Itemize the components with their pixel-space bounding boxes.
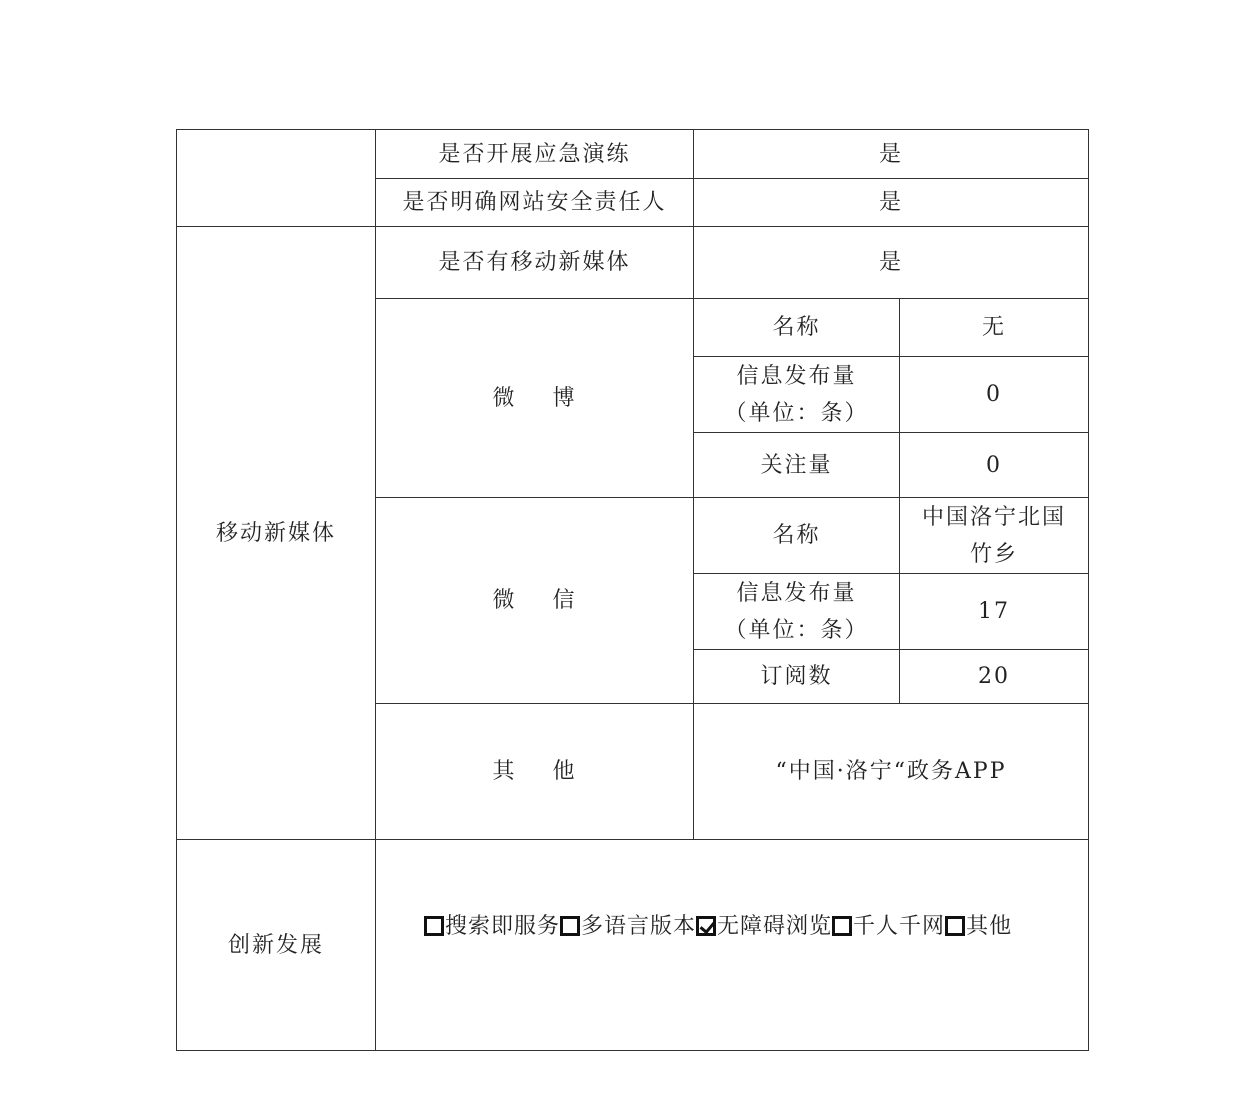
other-value: “中国·洛宁“政务APP: [694, 704, 1089, 840]
option-search-as-service[interactable]: [424, 914, 560, 939]
option-label: 多语言版本: [581, 914, 697, 939]
has-media-label: 是否有移动新媒体: [376, 227, 694, 299]
empty-section-cell: [177, 130, 376, 227]
other-label: [376, 704, 694, 840]
security-officer-label: 是否明确网站安全责任人: [376, 179, 694, 227]
wechat-name-value-line2: 竹乡: [970, 541, 1019, 567]
weibo-followers-value: 0: [900, 433, 1089, 498]
option-label: 其他: [966, 914, 1013, 939]
wechat-name-label: 名称: [694, 498, 900, 574]
wechat-label-char1: 微: [492, 588, 517, 613]
checkbox-icon[interactable]: [560, 916, 580, 936]
wechat-name-value: [900, 498, 1089, 574]
has-media-value: 是: [694, 227, 1089, 299]
table-row: [177, 227, 1089, 299]
option-personalized[interactable]: [832, 914, 945, 939]
weibo-name-label: 名称: [694, 299, 900, 357]
wechat-label: [376, 498, 694, 704]
checked-checkbox-icon[interactable]: [696, 916, 716, 936]
option-label: 千人千网: [853, 914, 946, 939]
drill-label: 是否开展应急演练: [376, 130, 694, 179]
weibo-label: [376, 299, 694, 498]
innovation-options: [376, 840, 1089, 1051]
mobile-media-section-label: 移动新媒体: [177, 227, 376, 840]
wechat-subs-label: 订阅数: [694, 650, 900, 704]
option-label: 搜索即服务: [445, 914, 561, 939]
weibo-followers-label: 关注量: [694, 433, 900, 498]
weibo-posts-label-line1: 信息发布量: [736, 363, 857, 389]
drill-value: 是: [694, 130, 1089, 179]
weibo-posts-label: [694, 357, 900, 433]
other-label-char2: 他: [552, 759, 577, 784]
weibo-name-value: 无: [900, 299, 1089, 357]
wechat-subs-value: 20: [900, 650, 1089, 704]
wechat-posts-value: 17: [900, 574, 1089, 650]
weibo-label-char1: 微: [492, 385, 517, 411]
weibo-posts-label-line2: （单位：条）: [724, 400, 869, 426]
option-multilingual[interactable]: [560, 914, 696, 939]
security-officer-value: 是: [694, 179, 1089, 227]
wechat-posts-label-line2: （单位：条）: [724, 617, 869, 643]
other-label-char1: 其: [492, 759, 517, 784]
option-label: 无障碍浏览: [717, 914, 833, 939]
option-other[interactable]: [945, 914, 1012, 939]
checkbox-icon[interactable]: [945, 916, 965, 936]
table-row: [177, 130, 1089, 179]
checkbox-icon[interactable]: [424, 916, 444, 936]
innovation-section-label: 创新发展: [177, 840, 376, 1051]
report-table: [176, 129, 1089, 1051]
table-row: [177, 840, 1089, 1051]
weibo-label-char2: 博: [552, 385, 577, 411]
wechat-posts-label-line1: 信息发布量: [736, 580, 857, 606]
wechat-label-char2: 信: [552, 588, 577, 613]
wechat-name-value-line1: 中国洛宁北国: [922, 504, 1067, 530]
option-accessibility[interactable]: [696, 914, 832, 939]
wechat-posts-label: [694, 574, 900, 650]
weibo-posts-value: 0: [900, 357, 1089, 433]
checkbox-icon[interactable]: [832, 916, 852, 936]
